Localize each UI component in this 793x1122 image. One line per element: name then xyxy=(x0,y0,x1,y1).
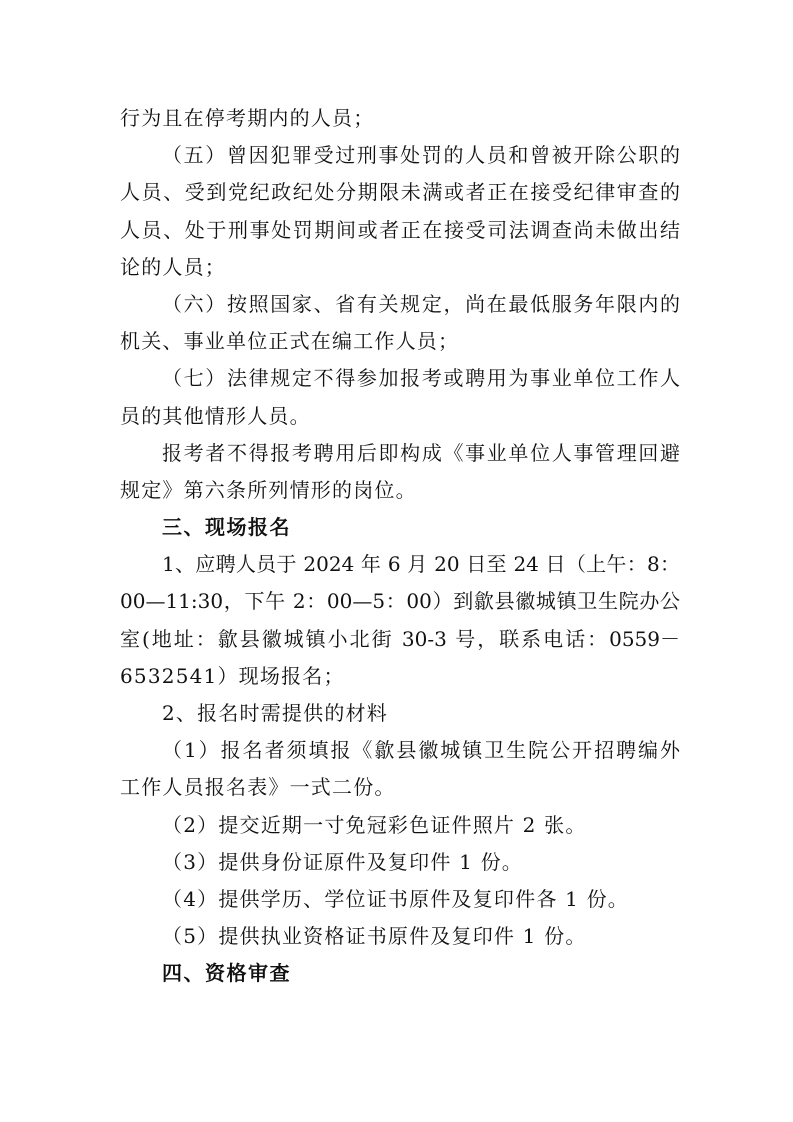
text-line: （五）曾因犯罪受过刑事处罚的人员和曾被开除公职的 xyxy=(162,143,680,168)
text-line: 报考者不得报考聘用后即构成《事业单位人事管理回避 xyxy=(162,440,680,465)
text-line: 人员、受到党纪政纪处分期限未满或者正在接受纪律审查的 xyxy=(120,180,680,205)
text-line: 6532541）现场报名； xyxy=(120,663,345,688)
text-line: （七）法律规定不得参加报考或聘用为事业单位工作人 xyxy=(162,366,680,391)
text-line: 室(地址：歙县徽城镇小北街 30-3 号，联系电话：0559－ xyxy=(120,626,680,651)
text-line: 工作人员报名表》一式二份。 xyxy=(120,775,396,800)
text-line: 机关、事业单位正式在编工作人员； xyxy=(120,329,460,354)
section-heading: 四、资格审查 xyxy=(162,961,291,986)
text-line: （4）提供学历、学位证书原件及复印件各 1 份。 xyxy=(162,886,629,911)
text-line: 论的人员； xyxy=(120,254,226,279)
text-line: 员的其他情形人员。 xyxy=(120,403,311,428)
text-line: （1）报名者须填报《歙县徽城镇卫生院公开招聘编外 xyxy=(162,738,680,763)
text-line: 1、应聘人员于 2024 年 6 月 20 日至 24 日（上午：8： xyxy=(162,552,680,577)
text-line: （2）提交近期一寸免冠彩色证件照片 2 张。 xyxy=(162,812,587,837)
text-line: 规定》第六条所列情形的岗位。 xyxy=(120,477,417,502)
text-line: 人员、处于刑事处罚期间或者正在接受司法调查尚未做出结 xyxy=(120,217,680,242)
text-line: 2、报名时需提供的材料 xyxy=(162,701,388,725)
text-line: （六）按照国家、省有关规定，尚在最低服务年限内的 xyxy=(162,291,680,316)
text-line: （5）提供执业资格证书原件及复印件 1 份。 xyxy=(162,924,587,949)
text-line: 00—11:30，下午 2：00—5：00）到歙县徽城镇卫生院办公 xyxy=(120,589,680,614)
section-heading: 三、现场报名 xyxy=(162,515,291,540)
document-body xyxy=(120,100,680,993)
text-line: 行为且在停考期内的人员； xyxy=(120,106,375,130)
text-line: （3）提供身份证原件及复印件 1 份。 xyxy=(162,849,523,874)
